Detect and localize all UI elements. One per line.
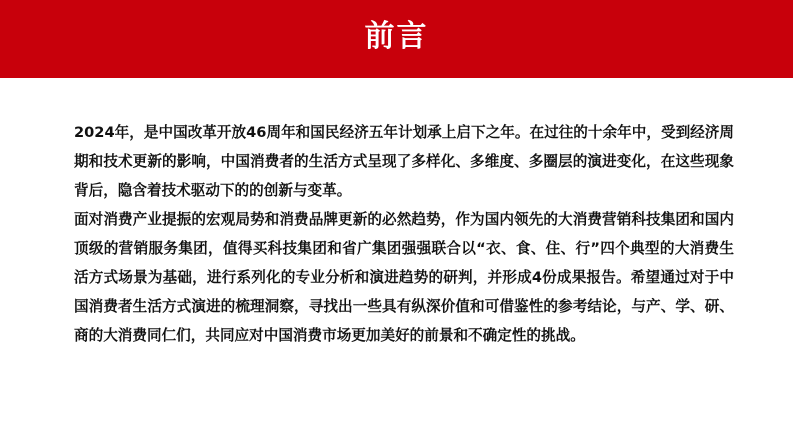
paragraph-collaboration: 面对消费产业提振的宏观局势和消费品牌更新的必然趋势，作为国内领先的大消费营销科技集团和国内顶级的营销服务集团，值得买科技集团和省广集团强强联合以“衣、食、住、行”四个典型的大消费生活方式场景为基础，进行系列化的专业分析和演进趋势的研判，并形成4份成果报告。希望通过对于中国消费者生活方式演进的梳理洞察，寻找出一些具有纵深价值和可借鉴性的参考结论，与产、学、研、商的大消费同仁们，共同应对中国消费市场更加美好的前景和不确定性的挑战。 — [74, 210, 734, 345]
page-title: 前言 — [364, 19, 429, 54]
preface-body — [74, 118, 734, 351]
title-banner — [0, 0, 793, 78]
paragraph-intro: 2024年，是中国改革开放46周年和国民经济五年计划承上启下之年。在过往的十余年中，受到经济周期和技术更新的影响，中国消费者的生活方式呈现了多样化、多维度、多圈层的演进变化，在这些现象背后，隐含着技术驱动下的的创新与变革。 — [74, 124, 734, 200]
